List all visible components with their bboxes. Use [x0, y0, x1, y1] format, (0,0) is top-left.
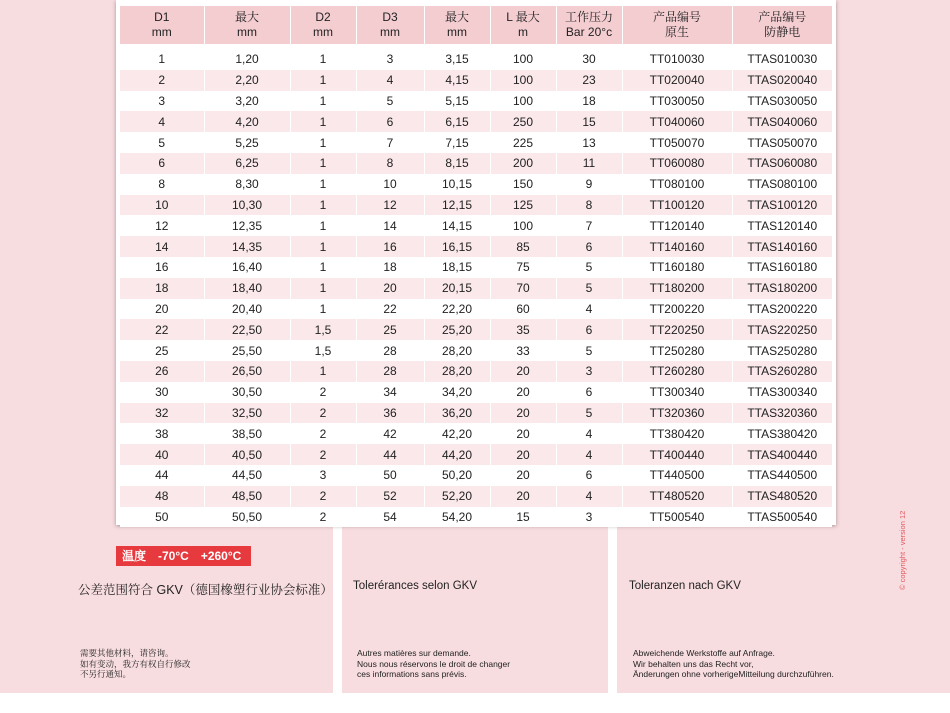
table-cell: 38	[120, 423, 204, 444]
table-row	[120, 299, 832, 320]
table-cell: 3,15	[424, 49, 490, 70]
table-cell: TTAS080100	[732, 174, 832, 195]
table-cell: 20	[490, 486, 556, 507]
table-cell: TT380420	[622, 423, 732, 444]
column-header-line: 最大	[234, 10, 259, 24]
table-cell: TT250280	[622, 340, 732, 361]
table-cell: 22	[356, 299, 424, 320]
table-cell: TTAS020040	[732, 70, 832, 91]
table-cell: 2	[290, 382, 356, 403]
table-cell: 13	[556, 132, 622, 153]
note-line: 不另行通知。	[80, 669, 132, 679]
table-cell: 3	[290, 465, 356, 486]
tolerance-text-french: Tolerérances selon GKV	[353, 580, 478, 592]
table-cell: 26,50	[204, 361, 290, 382]
table-cell: 1	[290, 215, 356, 236]
table-cell: 14,35	[204, 236, 290, 257]
note-line: Autres matières sur demande.	[357, 648, 471, 658]
table-cell: 12	[120, 215, 204, 236]
table-cell: 1	[290, 111, 356, 132]
table-cell: 100	[490, 215, 556, 236]
column-header-line: 产品编号	[758, 10, 807, 24]
column-header-line: mm	[151, 25, 172, 39]
table-cell: 1,20	[204, 49, 290, 70]
table-cell: 33	[490, 340, 556, 361]
note-line: Abweichende Werkstoffe auf Anfrage.	[633, 648, 775, 658]
table-body	[120, 44, 832, 527]
table-cell: 3,20	[204, 91, 290, 112]
table-header-row	[120, 6, 832, 44]
table-cell: TTAS140160	[732, 236, 832, 257]
table-row	[120, 70, 832, 91]
note-line: ces informations sans prévis.	[357, 669, 467, 679]
table-row	[120, 507, 832, 528]
column-header	[622, 6, 732, 44]
table-cell: 25	[120, 340, 204, 361]
table-cell: 6	[556, 236, 622, 257]
table-row	[120, 465, 832, 486]
table-cell: 28	[356, 340, 424, 361]
table-cell: 42,20	[424, 423, 490, 444]
column-header-line: D3	[382, 10, 398, 24]
table-cell: 48,50	[204, 486, 290, 507]
table-cell: TTAS260280	[732, 361, 832, 382]
table-cell: 8	[356, 153, 424, 174]
table-cell: 7	[556, 215, 622, 236]
table-cell: 12	[356, 195, 424, 216]
table-row	[120, 444, 832, 465]
table-row	[120, 49, 832, 70]
temperature-max: +260°C	[200, 549, 242, 563]
table-cell: TT040060	[622, 111, 732, 132]
column-header-line: 原生	[664, 25, 689, 39]
table-cell: 14	[356, 215, 424, 236]
table-cell: 15	[490, 507, 556, 528]
table-cell: 20	[490, 465, 556, 486]
column-header-line: 最大	[444, 10, 469, 24]
table-cell: 20,15	[424, 278, 490, 299]
table-row	[120, 174, 832, 195]
table-cell: 30	[120, 382, 204, 403]
table-cell: 1	[290, 70, 356, 91]
table-cell: 8,30	[204, 174, 290, 195]
table-cell: 35	[490, 319, 556, 340]
table-cell: TTAS400440	[732, 444, 832, 465]
table-cell: 28	[356, 361, 424, 382]
table-cell: 6,15	[424, 111, 490, 132]
table-row	[120, 153, 832, 174]
table-row	[120, 132, 832, 153]
table-cell: 50	[120, 507, 204, 528]
table-cell: 48	[120, 486, 204, 507]
table-cell: 4	[120, 111, 204, 132]
table-cell: 40	[120, 444, 204, 465]
column-header	[424, 6, 490, 44]
column-header	[556, 6, 622, 44]
table-cell: 5	[556, 257, 622, 278]
table-cell: 18,40	[204, 278, 290, 299]
table-cell: 8	[120, 174, 204, 195]
table-cell: 1	[290, 153, 356, 174]
table-cell: 1	[290, 195, 356, 216]
table-cell: 10	[356, 174, 424, 195]
table-cell: 5	[556, 278, 622, 299]
table-cell: TT180200	[622, 278, 732, 299]
table-row	[120, 215, 832, 236]
table-cell: 1	[120, 49, 204, 70]
table-row	[120, 195, 832, 216]
table-cell: TTAS250280	[732, 340, 832, 361]
table-cell: 10,15	[424, 174, 490, 195]
table-cell: 32	[120, 403, 204, 424]
column-header-line: D2	[315, 10, 331, 24]
table-cell: 3	[556, 507, 622, 528]
table-cell: 34	[356, 382, 424, 403]
table-cell: TTAS100120	[732, 195, 832, 216]
table-cell: TTAS380420	[732, 423, 832, 444]
table-cell: 3	[120, 91, 204, 112]
table-cell: 6	[556, 382, 622, 403]
table-cell: TTAS120140	[732, 215, 832, 236]
column-header-line: m	[518, 25, 528, 39]
tolerance-text-german: Toleranzen nach GKV	[629, 580, 741, 592]
table-cell: 4	[556, 423, 622, 444]
table-cell: 2	[290, 486, 356, 507]
table-cell: 40,50	[204, 444, 290, 465]
table-cell: 16,15	[424, 236, 490, 257]
table-cell: 100	[490, 70, 556, 91]
table-cell: 23	[556, 70, 622, 91]
table-cell: 4	[556, 299, 622, 320]
table-cell: 85	[490, 236, 556, 257]
table-cell: 18	[356, 257, 424, 278]
table-cell: 20	[490, 444, 556, 465]
table-cell: 52	[356, 486, 424, 507]
table-cell: 6,25	[204, 153, 290, 174]
table-cell: TT400440	[622, 444, 732, 465]
table-cell: 52,20	[424, 486, 490, 507]
column-header-line: mm	[313, 25, 333, 39]
table-cell: 54	[356, 507, 424, 528]
table-cell: 4	[556, 444, 622, 465]
table-cell: 2,20	[204, 70, 290, 91]
table-cell: TTAS440500	[732, 465, 832, 486]
table-cell: TT160180	[622, 257, 732, 278]
table-row	[120, 257, 832, 278]
table-cell: TT480520	[622, 486, 732, 507]
table-cell: 20	[490, 361, 556, 382]
table-cell: 6	[356, 111, 424, 132]
column-header	[204, 6, 290, 44]
table-cell: 2	[290, 423, 356, 444]
table-cell: 4	[356, 70, 424, 91]
table-cell: 9	[556, 174, 622, 195]
table-cell: 42	[356, 423, 424, 444]
table-row	[120, 361, 832, 382]
table-cell: 100	[490, 91, 556, 112]
spec-table-card	[116, 0, 836, 525]
table-cell: 1	[290, 91, 356, 112]
table-cell: 5,15	[424, 91, 490, 112]
note-german	[633, 648, 834, 680]
table-cell: 6	[120, 153, 204, 174]
table-cell: 75	[490, 257, 556, 278]
bottom-strip	[0, 693, 950, 713]
table-cell: 20,40	[204, 299, 290, 320]
column-header-line: Bar 20°c	[565, 25, 613, 39]
table-row	[120, 486, 832, 507]
column-header-line: 工作压力	[564, 10, 613, 24]
table-cell: TT220250	[622, 319, 732, 340]
table-cell: TTAS320360	[732, 403, 832, 424]
table-cell: TT260280	[622, 361, 732, 382]
table-cell: 2	[290, 403, 356, 424]
table-cell: TT320360	[622, 403, 732, 424]
table-cell: 1	[290, 257, 356, 278]
note-line: 需要其他材料，请咨询。	[80, 648, 174, 658]
note-line: Wir behalten uns das Recht vor,	[633, 658, 754, 669]
table-cell: 2	[120, 70, 204, 91]
table-row	[120, 319, 832, 340]
table-cell: 14,15	[424, 215, 490, 236]
table-cell: TT300340	[622, 382, 732, 403]
table-row	[120, 236, 832, 257]
table-cell: 10,30	[204, 195, 290, 216]
spec-table	[120, 6, 832, 527]
table-cell: TT500540	[622, 507, 732, 528]
table-cell: 16	[356, 236, 424, 257]
column-header	[356, 6, 424, 44]
table-cell: 4	[556, 486, 622, 507]
table-cell: TT050070	[622, 132, 732, 153]
table-cell: 1	[290, 174, 356, 195]
table-cell: 1,5	[290, 319, 356, 340]
table-cell: 6	[556, 465, 622, 486]
table-row	[120, 111, 832, 132]
table-cell: 4,20	[204, 111, 290, 132]
table-cell: 20	[120, 299, 204, 320]
table-cell: 5	[356, 91, 424, 112]
table-cell: TTAS160180	[732, 257, 832, 278]
table-cell: 20	[356, 278, 424, 299]
table-cell: 8,15	[424, 153, 490, 174]
copyright-text: © copyright - version 12	[898, 510, 907, 590]
table-cell: 8	[556, 195, 622, 216]
table-cell: 30	[556, 49, 622, 70]
note-line: Nous nous réservons le droit de changer	[357, 658, 511, 669]
column-header	[290, 6, 356, 44]
temperature-min: -70°C	[158, 549, 189, 563]
note-chinese	[80, 648, 191, 680]
table-row	[120, 423, 832, 444]
table-cell: 25,20	[424, 319, 490, 340]
table-cell: 7	[356, 132, 424, 153]
table-cell: 22,20	[424, 299, 490, 320]
table-cell: 22,50	[204, 319, 290, 340]
table-cell: 11	[556, 153, 622, 174]
table-cell: 3	[556, 361, 622, 382]
column-header	[732, 6, 832, 44]
table-cell: 44,20	[424, 444, 490, 465]
table-cell: 150	[490, 174, 556, 195]
table-cell: 250	[490, 111, 556, 132]
table-cell: 16,40	[204, 257, 290, 278]
column-header-line: mm	[380, 25, 400, 39]
table-cell: 28,20	[424, 340, 490, 361]
table-cell: 3	[356, 49, 424, 70]
table-cell: 1,5	[290, 340, 356, 361]
table-cell: TT120140	[622, 215, 732, 236]
table-row	[120, 91, 832, 112]
table-cell: 5,25	[204, 132, 290, 153]
table-cell: 225	[490, 132, 556, 153]
table-cell: 7,15	[424, 132, 490, 153]
table-cell: 1	[290, 49, 356, 70]
table-cell: 50,20	[424, 465, 490, 486]
table-cell: 1	[290, 299, 356, 320]
table-cell: TTAS060080	[732, 153, 832, 174]
column-header-line: D1	[154, 10, 170, 24]
temperature-label: 温度	[122, 549, 147, 563]
table-cell: TT100120	[622, 195, 732, 216]
table-cell: 20	[490, 403, 556, 424]
table-cell: 34,20	[424, 382, 490, 403]
note-line: Änderungen ohne vorherigeMitteilung durchzuführen.	[633, 669, 834, 679]
table-cell: TTAS220250	[732, 319, 832, 340]
table-cell: 20	[490, 423, 556, 444]
table-cell: TTAS030050	[732, 91, 832, 112]
column-header-line: 防静电	[764, 25, 801, 39]
table-cell: TT030050	[622, 91, 732, 112]
note-line: 如有变动，我方有权自行修改	[80, 658, 191, 669]
table-cell: TTAS050070	[732, 132, 832, 153]
table-cell: 28,20	[424, 361, 490, 382]
table-cell: 50,50	[204, 507, 290, 528]
temperature-badge	[116, 546, 251, 566]
table-cell: 60	[490, 299, 556, 320]
table-cell: 44	[356, 444, 424, 465]
column-header-line: mm	[237, 25, 257, 39]
table-cell: TT440500	[622, 465, 732, 486]
table-cell: 36	[356, 403, 424, 424]
table-cell: TT200220	[622, 299, 732, 320]
table-cell: 1	[290, 278, 356, 299]
table-cell: 2	[290, 444, 356, 465]
table-cell: 100	[490, 49, 556, 70]
table-cell: 5	[556, 340, 622, 361]
table-cell: 125	[490, 195, 556, 216]
table-cell: TT140160	[622, 236, 732, 257]
table-cell: 18,15	[424, 257, 490, 278]
table-cell: TT080100	[622, 174, 732, 195]
column-header-line: mm	[447, 25, 467, 39]
table-row	[120, 340, 832, 361]
table-cell: 10	[120, 195, 204, 216]
table-cell: TT060080	[622, 153, 732, 174]
table-cell: 26	[120, 361, 204, 382]
table-cell: 1	[290, 132, 356, 153]
table-row	[120, 403, 832, 424]
table-cell: TTAS180200	[732, 278, 832, 299]
table-cell: 12,35	[204, 215, 290, 236]
table-cell: TTAS010030	[732, 49, 832, 70]
table-row	[120, 382, 832, 403]
note-french	[357, 648, 510, 680]
table-cell: 25,50	[204, 340, 290, 361]
table-cell: TTAS040060	[732, 111, 832, 132]
table-cell: 38,50	[204, 423, 290, 444]
table-cell: 200	[490, 153, 556, 174]
table-cell: 1	[290, 361, 356, 382]
table-cell: 1	[290, 236, 356, 257]
table-cell: 18	[120, 278, 204, 299]
table-cell: 70	[490, 278, 556, 299]
table-cell: 2	[290, 507, 356, 528]
table-cell: 25	[356, 319, 424, 340]
table-row	[120, 278, 832, 299]
table-cell: 22	[120, 319, 204, 340]
table-cell: 50	[356, 465, 424, 486]
table-cell: 16	[120, 257, 204, 278]
table-cell: TTAS480520	[732, 486, 832, 507]
table-cell: 5	[556, 403, 622, 424]
table-cell: 44	[120, 465, 204, 486]
table-cell: 14	[120, 236, 204, 257]
table-cell: 12,15	[424, 195, 490, 216]
table-cell: TT020040	[622, 70, 732, 91]
table-cell: TTAS200220	[732, 299, 832, 320]
table-cell: 15	[556, 111, 622, 132]
table-cell: 6	[556, 319, 622, 340]
table-cell: 18	[556, 91, 622, 112]
table-cell: 4,15	[424, 70, 490, 91]
column-header-line: 产品编号	[652, 10, 701, 24]
table-cell: 5	[120, 132, 204, 153]
table-cell: 54,20	[424, 507, 490, 528]
table-cell: TTAS500540	[732, 507, 832, 528]
column-header-line: L 最大	[506, 10, 540, 24]
table-cell: 20	[490, 382, 556, 403]
table-cell: 32,50	[204, 403, 290, 424]
column-header	[490, 6, 556, 44]
column-header	[120, 6, 204, 44]
table-cell: 30,50	[204, 382, 290, 403]
table-cell: 44,50	[204, 465, 290, 486]
table-cell: 36,20	[424, 403, 490, 424]
table-cell: TT010030	[622, 49, 732, 70]
tolerance-text-chinese: 公差范围符合 GKV（德国橡塑行业协会标准）	[78, 583, 333, 597]
table-cell: TTAS300340	[732, 382, 832, 403]
